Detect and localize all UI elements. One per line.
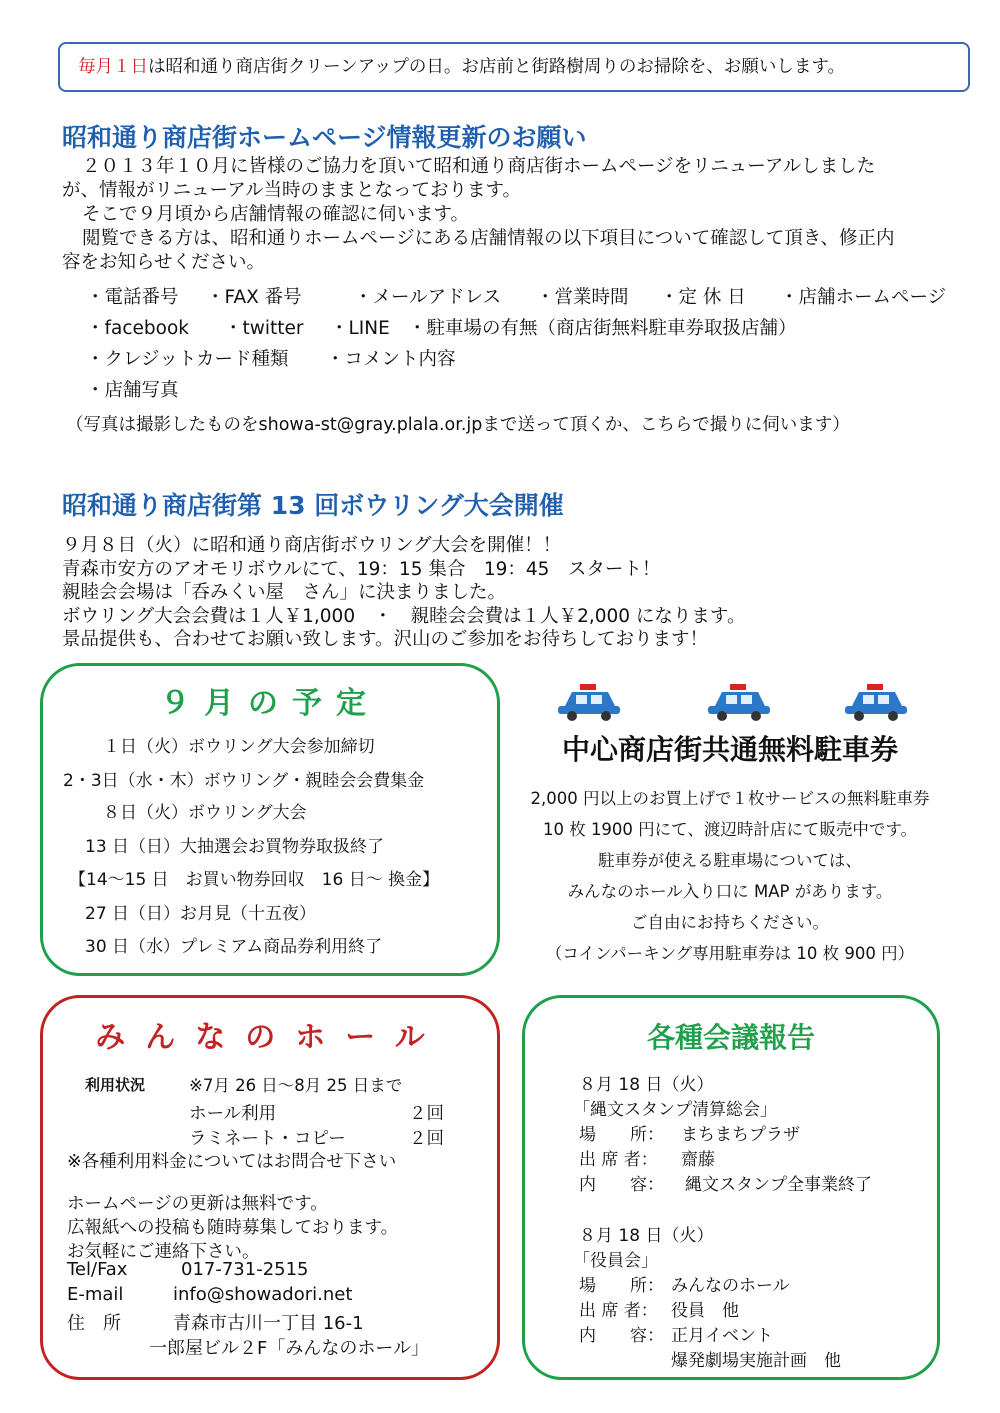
report-row-value: 齋藤 [681,1150,715,1170]
tel-label: Tel/Fax [67,1259,128,1280]
report-row-value: 縄文スタンプ全事業終了 [685,1175,872,1195]
report-extra: 爆発劇場実施計画 他 [671,1351,841,1371]
list-item: ・定 休 日 [660,287,746,308]
report-row-label: 場 所： [579,1276,664,1296]
list-item: ・クレジットカード種類 [86,349,289,370]
report-date: ８月 18 日（火） [579,1226,714,1246]
cleanup-notice-banner [58,42,970,92]
bowling-section-title: 昭和通り商店街第 13 回ボウリング大会開催 [62,491,564,520]
list-item: ・営業時間 [536,287,629,308]
parking-line: 10 枚 1900 円にて、渡辺時計店にて販売中です。 [542,820,918,839]
report-row-value: 正月イベント [671,1326,773,1346]
schedule-item: 【14～15 日 お買い物券回収 16 日～ 換金】 [69,870,440,890]
list-item: ・駐車場の有無（商店街無料駐車券取扱店舗） [408,318,797,339]
homepage-line: そこで９月頃から店舗情報の確認に伺います。 [82,204,470,225]
report-row-label: 出 席 者： [579,1301,658,1321]
police-car-icon [706,682,772,722]
homepage-line: 閲覧できる方は、昭和通りホームページにある店舗情報の以下項目について確認して頂き、修正内 [82,228,895,249]
hall-info [67,1192,398,1264]
usage-period: ※7月 26 日～8月 25 日まで [189,1076,403,1095]
police-car-icon [556,682,622,722]
parking-line: ご自由にお持ちください。 [631,913,829,932]
meetings-title: 各種会議報告 [646,1021,815,1054]
report-row-value: 役員 他 [671,1301,739,1321]
address-label: 住 所 [67,1313,121,1334]
usage-count: ２回 [409,1104,444,1124]
fee-note: ※各種利用料金についてはお問合せ下さい [67,1152,397,1172]
email-label: E-mail [67,1284,124,1305]
hall-info-line: ホームページの更新は無料です。 [67,1194,328,1214]
schedule-item: １日（火）ボウリング大会参加締切 [103,737,375,757]
schedule-item: 2・3日（水・木）ボウリング・親睦会会費集金 [63,771,425,791]
homepage-line: が、情報がリニューアル当時のままとなっております。 [62,180,521,201]
list-item: ・LINE [330,318,390,339]
list-item: ・メールアドレス [354,287,502,308]
homepage-line: ２０１３年１０月に皆様のご協力を頂いて昭和通り商店街ホームページをリニューアルしました [82,156,876,177]
hall-info-line: お気軽にご連絡下さい。 [67,1242,260,1262]
report-row-label: 出 席 者： [579,1150,658,1170]
usage-label: 利用状況 [85,1076,146,1094]
homepage-section-title: 昭和通り商店街ホームページ情報更新のお願い [62,123,587,152]
schedule-item: 13 日（日）大抽選会お買物券取扱終了 [85,837,385,857]
report-row-value: みんなのホール [671,1276,790,1296]
list-item: ・電話番号 [86,287,179,308]
homepage-paragraph [62,155,895,275]
police-car-icon [843,682,909,722]
schedule-item: 30 日（水）プレミアム商品券利用終了 [85,937,383,957]
tel-value: 017-731-2515 [181,1259,309,1280]
parking-info [500,783,960,969]
bowling-line: 景品提供も、合わせてお願い致します。沢山のご参加をお待ちしております！ [62,629,709,650]
report-row-value: まちまちプラザ [681,1125,800,1145]
hall-title: みんなのホール [95,1020,445,1055]
september-schedule-box [40,663,500,976]
report-row-label: 内 容： [579,1175,664,1195]
schedule-item: 27 日（日）お月見（十五夜） [85,904,317,924]
report-name: 「役員会」 [573,1251,658,1271]
usage-name: ホール利用 [189,1104,277,1124]
notice-text: は昭和通り商店街クリーンアップの日。お店前と街路樹周りのお掃除を、お願いします。 [148,57,846,77]
report-row-label: 場 所： [579,1125,664,1145]
list-item: ・FAX 番号 [206,287,302,308]
list-item: ・店舗ホームページ [780,287,947,308]
parking-line: みんなのホール入り口に MAP があります。 [567,882,893,901]
report-date: ８月 18 日（火） [579,1075,714,1095]
list-item: ・facebook [86,318,189,339]
bowling-line: 親睦会会場は「呑みくい屋 さん」に決まりました。 [62,582,507,603]
minna-no-hall-box [40,995,500,1380]
email-value: info@showadori.net [173,1284,353,1305]
bowling-paragraph [62,534,745,652]
homepage-line: 容をお知らせください。 [62,252,265,273]
usage-count: ２回 [409,1129,444,1149]
usage-name: ラミネート・コピー [189,1129,346,1149]
hall-info-line: 広報紙への投稿も随時募集しております。 [67,1218,399,1238]
report-name: 「縄文スタンプ清算総会」 [573,1100,777,1120]
address-line2: 一郎屋ビル２F「みんなのホール」 [149,1338,429,1359]
schedule-item: ８日（火）ボウリング大会 [103,803,307,823]
bowling-line: 青森市安方のアオモリボウルにて、19：15 集合 19：45 スタート！ [62,558,661,580]
parking-title: 中心商店街共通無料駐車券 [561,733,898,766]
list-item: ・twitter [224,318,304,339]
schedule-title: ９月の予定 [160,686,380,721]
parking-line: （コインパーキング専用駐車券は 10 枚 900 円） [545,944,915,963]
notice-highlight: 毎月１日 [78,57,148,77]
parking-line: 駐車券が使える駐車場については、 [598,851,862,870]
list-item: ・店舗写真 [86,380,179,401]
report-row-label: 内 容： [579,1326,664,1346]
photo-note: （写真は撮影したものをshowa-st@gray.plala.or.jpまで送って頂くか、こちらで撮りに伺います） [66,415,850,435]
bowling-line: ボウリング大会会費は１人￥1,000 ・ 親睦会会費は１人￥2,000 になります。 [62,605,746,627]
parking-line: 2,000 円以上のお買上げで１枚サービスの無料駐車券 [530,789,930,808]
meeting-reports-box [522,995,940,1380]
list-item: ・コメント内容 [326,349,456,370]
bowling-line: ９月８日（火）に昭和通り商店街ボウリング大会を開催！！ [62,535,562,556]
address-line1: 青森市古川一丁目 16-1 [173,1313,364,1334]
